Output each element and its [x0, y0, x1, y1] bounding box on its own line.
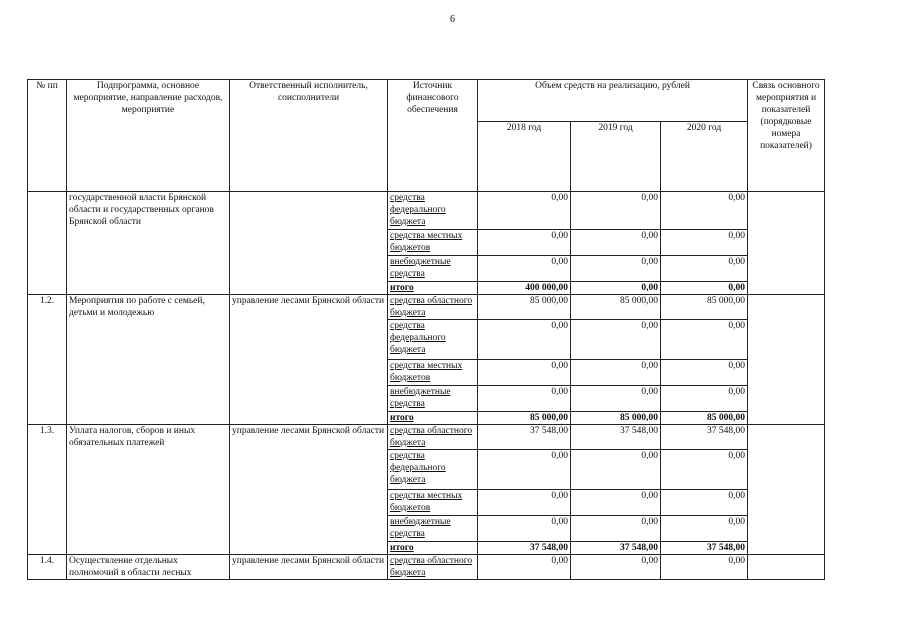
table-row [28, 192, 825, 230]
source-cell [388, 555, 478, 580]
source-label: средства областного бюджета [390, 556, 473, 578]
amount-2020: 0,00 [661, 360, 748, 386]
link-cell [748, 192, 825, 295]
amount-2019: 85 000,00 [571, 412, 661, 425]
executor-cell [230, 192, 388, 295]
header-link: Связь основного мероприятия и показателей (порядковые номера показателей) [748, 80, 825, 192]
source-cell [388, 256, 478, 282]
amount-2020: 37 548,00 [661, 425, 748, 450]
source-label: внебюджетные средства [390, 517, 451, 539]
executor-cell: управление лесами Брянской области [230, 295, 388, 425]
table-row [28, 425, 825, 450]
source-label: средства местных бюджетов [390, 491, 463, 513]
amount-2019: 0,00 [571, 450, 661, 490]
source-label: средства местных бюджетов [390, 361, 463, 383]
source-label: средства местных бюджетов [390, 231, 463, 253]
table-row [28, 295, 825, 320]
amount-2018: 0,00 [478, 320, 571, 360]
amount-2018: 0,00 [478, 555, 571, 580]
program-cell: Осуществление отдельных полномочий в области лесных [67, 555, 230, 580]
amount-2020: 85 000,00 [661, 412, 748, 425]
amount-2020: 0,00 [661, 282, 748, 295]
amount-2019: 37 548,00 [571, 542, 661, 555]
source-label: средства федерального бюджета [390, 193, 446, 227]
header-year-2019: 2019 год [571, 122, 661, 192]
row-number [28, 192, 67, 295]
amount-2020: 0,00 [661, 490, 748, 516]
amount-2020: 0,00 [661, 230, 748, 256]
amount-2018: 0,00 [478, 230, 571, 256]
amount-2018: 0,00 [478, 386, 571, 412]
amount-2018: 0,00 [478, 490, 571, 516]
header-num: № пп [28, 80, 67, 192]
amount-2020: 85 000,00 [661, 295, 748, 320]
amount-2018: 0,00 [478, 360, 571, 386]
amount-2019: 0,00 [571, 516, 661, 542]
source-label: внебюджетные средства [390, 257, 451, 279]
header-program: Подпрограмма, основное мероприятие, направление расходов, мероприятие [67, 80, 230, 192]
link-cell [748, 555, 825, 580]
amount-2019: 0,00 [571, 386, 661, 412]
table-row [28, 555, 825, 580]
source-cell [388, 386, 478, 412]
source-cell [388, 542, 478, 555]
source-cell [388, 516, 478, 542]
source-cell [388, 412, 478, 425]
source-label: средства федерального бюджета [390, 451, 446, 485]
source-cell [388, 425, 478, 450]
source-label: средства федерального бюджета [390, 321, 446, 355]
header-volume: Объем средств на реализацию, рублей [478, 80, 748, 122]
row-number: 1.4. [28, 555, 67, 580]
source-cell [388, 230, 478, 256]
amount-2020: 37 548,00 [661, 542, 748, 555]
amount-2018: 85 000,00 [478, 295, 571, 320]
executor-cell: управление лесами Брянской области [230, 555, 388, 580]
amount-2018: 0,00 [478, 450, 571, 490]
amount-2018: 0,00 [478, 516, 571, 542]
amount-2019: 0,00 [571, 490, 661, 516]
amount-2018: 37 548,00 [478, 542, 571, 555]
program-cell: Уплата налогов, сборов и иных обязательных платежей [67, 425, 230, 555]
header-executor: Ответственный исполнитель, соисполнители [230, 80, 388, 192]
budget-table [27, 79, 825, 580]
program-cell: Мероприятия по работе с семьей, детьми и молодежью [67, 295, 230, 425]
row-number: 1.2. [28, 295, 67, 425]
amount-2019: 0,00 [571, 230, 661, 256]
amount-2018: 400 000,00 [478, 282, 571, 295]
source-cell [388, 490, 478, 516]
source-label: итого [390, 283, 414, 293]
amount-2020: 0,00 [661, 256, 748, 282]
link-cell [748, 425, 825, 555]
source-label: внебюджетные средства [390, 387, 451, 409]
amount-2018: 85 000,00 [478, 412, 571, 425]
link-cell [748, 295, 825, 425]
amount-2020: 0,00 [661, 555, 748, 580]
amount-2020: 0,00 [661, 192, 748, 230]
source-cell [388, 295, 478, 320]
table-body [28, 192, 825, 580]
page-number: 6 [450, 14, 455, 25]
source-cell [388, 192, 478, 230]
source-cell [388, 360, 478, 386]
amount-2019: 37 548,00 [571, 425, 661, 450]
header-source: Источник финансового обеспечения [388, 80, 478, 192]
program-cell: государственной власти Брянской области и государственных органов Брянской области [67, 192, 230, 295]
amount-2019: 0,00 [571, 282, 661, 295]
source-label: средства областного бюджета [390, 296, 473, 318]
amount-2019: 0,00 [571, 256, 661, 282]
amount-2020: 0,00 [661, 320, 748, 360]
amount-2018: 0,00 [478, 192, 571, 230]
amount-2020: 0,00 [661, 386, 748, 412]
amount-2019: 0,00 [571, 320, 661, 360]
source-label: итого [390, 413, 414, 423]
source-cell [388, 450, 478, 490]
amount-2019: 85 000,00 [571, 295, 661, 320]
executor-cell: управление лесами Брянской области [230, 425, 388, 555]
amount-2019: 0,00 [571, 555, 661, 580]
header-year-2018: 2018 год [478, 122, 571, 192]
source-label: средства областного бюджета [390, 426, 473, 448]
amount-2018: 37 548,00 [478, 425, 571, 450]
source-label: итого [390, 543, 414, 553]
amount-2018: 0,00 [478, 256, 571, 282]
amount-2019: 0,00 [571, 192, 661, 230]
amount-2020: 0,00 [661, 450, 748, 490]
amount-2019: 0,00 [571, 360, 661, 386]
source-cell [388, 320, 478, 360]
amount-2020: 0,00 [661, 516, 748, 542]
row-number: 1.3. [28, 425, 67, 555]
header-year-2020: 2020 год [661, 122, 748, 192]
source-cell [388, 282, 478, 295]
